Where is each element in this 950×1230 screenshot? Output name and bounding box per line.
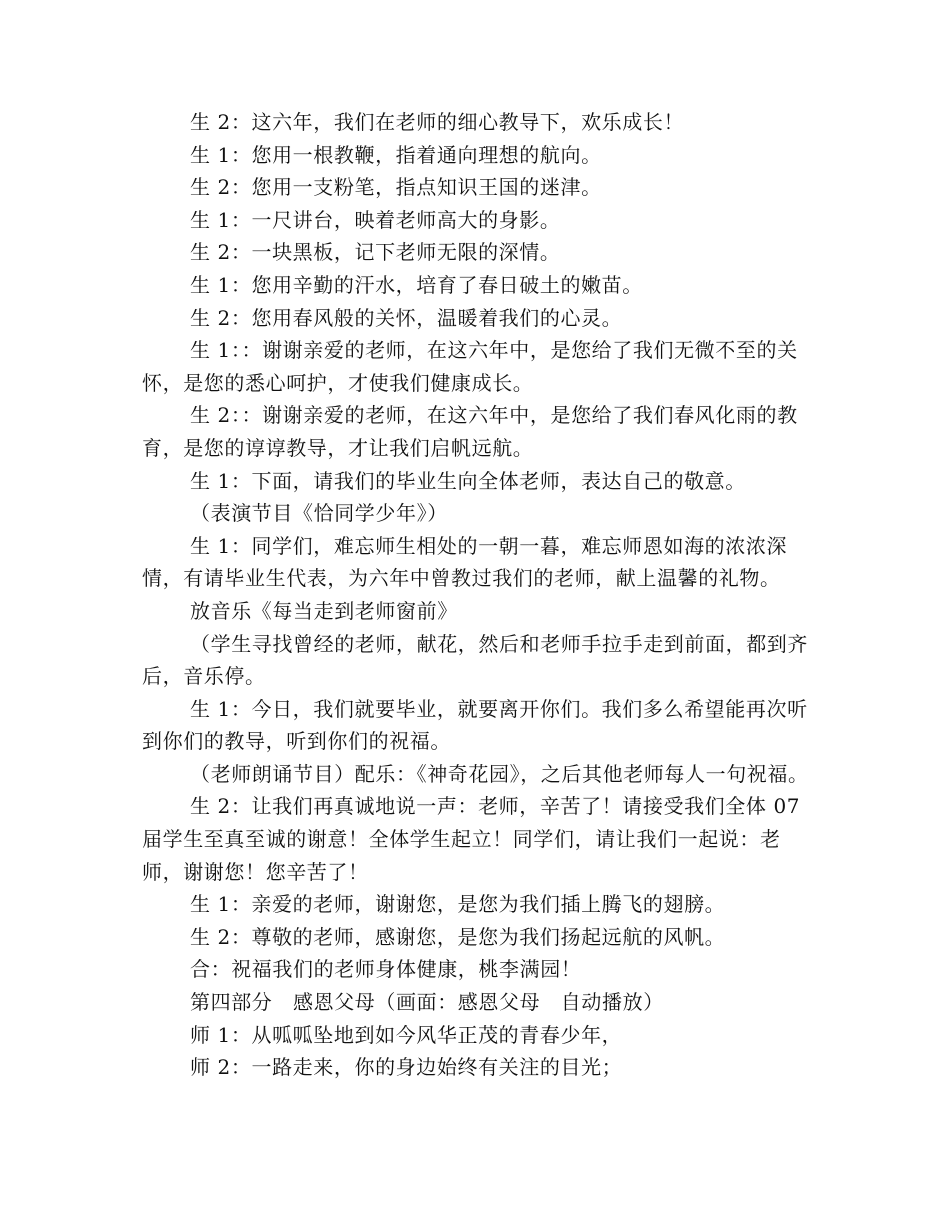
paragraph: 生 2：让我们再真诚地说一声：老师，辛苦了！请接受我们全体 07 届学生至真至诚的谢意！全体学生起立！同学们，请让我们一起说：老师，谢谢您！您辛苦了！: [142, 794, 801, 884]
paragraph: 生 2：尊敬的老师，感谢您，是您为我们扬起远航的风帆。: [190, 924, 726, 949]
paragraph: 师 1：从呱呱坠地到如今风华正茂的青春少年，: [190, 1022, 623, 1047]
paragraph: 合：祝福我们的老师身体健康，桃李满园！: [190, 957, 582, 982]
paragraph: 师 2：一路走来，你的身边始终有关注的目光；: [190, 1055, 623, 1080]
paragraph: （老师朗诵节目）配乐：《神奇花园》，之后其他老师每人一句祝福。: [190, 761, 809, 786]
paragraph: 放音乐《每当走到老师窗前》: [190, 598, 458, 623]
paragraph: 生 2：您用春风般的关怀，温暖着我们的心灵。: [190, 305, 623, 330]
paragraph: 生 2：：谢谢亲爱的老师，在这六年中，是您给了我们春风化雨的教育，是您的谆谆教导，才让我们启帆远航。: [142, 403, 798, 460]
paragraph: 生 1：亲爱的老师，谢谢您，是您为我们插上腾飞的翅膀。: [190, 892, 726, 917]
paragraph: 生 2：您用一支粉笔，指点知识王国的迷津。: [190, 175, 602, 200]
section-heading: 第四部分 感恩父母（画面：感恩父母 自动播放）: [190, 990, 664, 1015]
paragraph: 生 1：同学们，难忘师生相处的一朝一暮，难忘师恩如海的浓浓深情，有请毕业生代表，为六年中曾教过我们的老师，献上温馨的礼物。: [142, 533, 788, 591]
paragraph: （表演节目《恰同学少年》）: [190, 501, 448, 526]
paragraph: 生 1：今日，我们就要毕业，就要离开你们。我们多么希望能再次听到你们的教导，听到你们的祝福。: [142, 696, 808, 754]
paragraph: 生 1：下面，请我们的毕业生向全体老师，表达自己的敬意。: [190, 468, 746, 493]
paragraph: 生 1：您用一根教鞭，指着通向理想的航向。: [190, 142, 602, 167]
script-text: [142, 106, 814, 1084]
paragraph: 生 2：一块黑板，记下老师无限的深情。: [190, 240, 561, 265]
paragraph: 生 1：：谢谢亲爱的老师，在这六年中，是您给了我们无微不至的关怀，是您的悉心呵护，才使我们健康成长。: [142, 338, 798, 395]
paragraph: 生 1：您用辛勤的汗水，培育了春日破土的嫩苗。: [190, 272, 643, 297]
paragraph: （学生寻找曾经的老师，献花，然后和老师手拉手走到前面，都到齐后，音乐停。: [142, 631, 808, 689]
paragraph: 生 2：这六年，我们在老师的细心教导下，欢乐成长！: [190, 110, 685, 134]
paragraph: 生 1：一尺讲台，映着老师高大的身影。: [190, 207, 561, 232]
